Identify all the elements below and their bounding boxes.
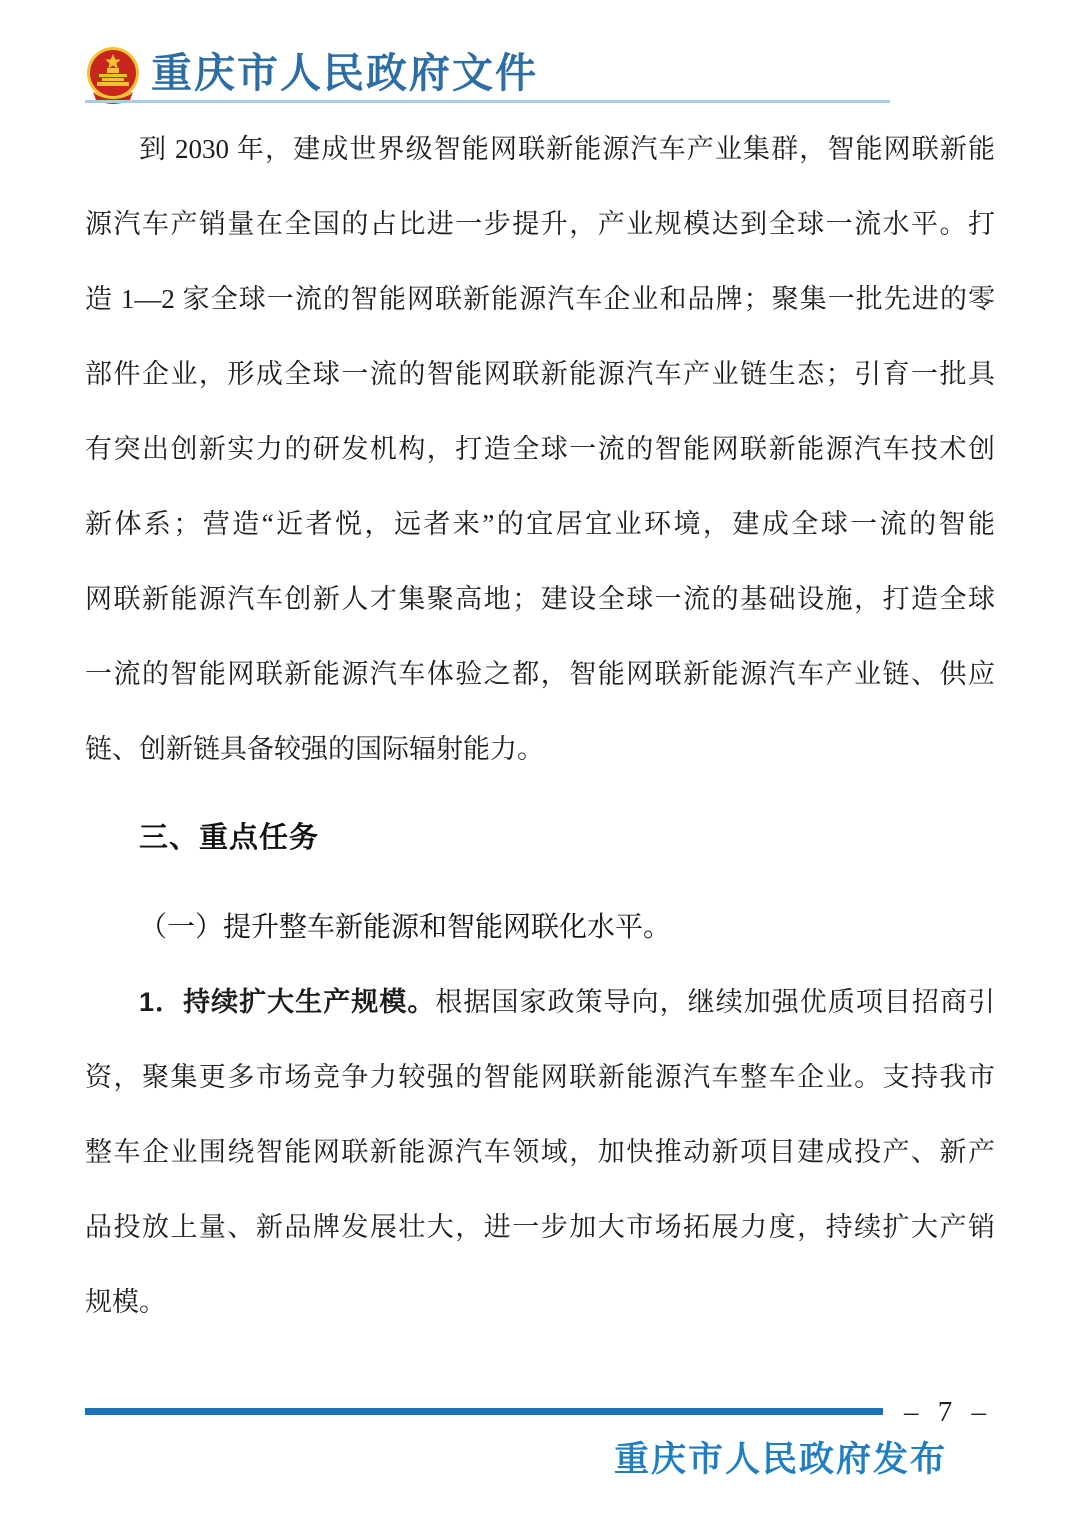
body-line: 新体系；营造“近者悦，远者来”的宜居宜业环境，建成全球一流的智能 [85, 509, 995, 539]
publisher-label: 重庆市人民政府发布 [613, 1440, 947, 1479]
national-emblem-icon [85, 46, 141, 104]
header-divider [85, 100, 890, 103]
body-line: 造 1—2 家全球一流的智能网联新能源汽车企业和品牌；聚集一批先进的零 [85, 284, 995, 314]
body-line: 源汽车产销量在全国的占比进一步提升，产业规模达到全球一流水平。打 [85, 209, 995, 239]
body-line [85, 965, 995, 1040]
body-line: 部件企业，形成全球一流的智能网联新能源汽车产业链生态；引育一批具 [85, 359, 995, 389]
document-header [85, 46, 995, 104]
body-line: 到 2030 年，建成世界级智能网联新能源汽车产业集群，智能网联新能 [139, 134, 995, 164]
body-line: 网联新能源汽车创新人才集聚高地；建设全球一流的基础设施，打造全球 [85, 584, 995, 614]
body-line: 有突出创新实力的研发机构，打造全球一流的智能网联新能源汽车技术创 [85, 434, 995, 464]
paragraph-lead: 1．持续扩大生产规模。 [139, 987, 436, 1017]
body-line: 链、创新链具备较强的国际辐射能力。 [85, 734, 544, 764]
paragraph-lead-rest: 根据国家政策导向，继续加强优质项目招商引 [435, 987, 995, 1017]
section-heading: 三、重点任务 [139, 822, 320, 854]
body-line: 品投放上量、新品牌发展壮大，进一步加大市场拓展力度，持续扩大产销 [85, 1212, 995, 1242]
subsection-heading: （一）提升整车新能源和智能网联化水平。 [139, 912, 672, 943]
footer-divider [85, 1408, 883, 1415]
body-line: 资，聚集更多市场竞争力较强的智能网联新能源汽车整车企业。支持我市 [85, 1062, 995, 1092]
body-line: 规模。 [85, 1287, 166, 1317]
body-line: 整车企业围绕智能网联新能源汽车领域，加快推动新项目建成投产、新产 [85, 1137, 995, 1167]
document-title: 重庆市人民政府文件 [151, 49, 538, 96]
body-line: 一流的智能网联新能源汽车体验之都，智能网联新能源汽车产业链、供应 [85, 659, 995, 689]
page-number: – 7 – [904, 1396, 992, 1428]
document-body [85, 112, 995, 1340]
